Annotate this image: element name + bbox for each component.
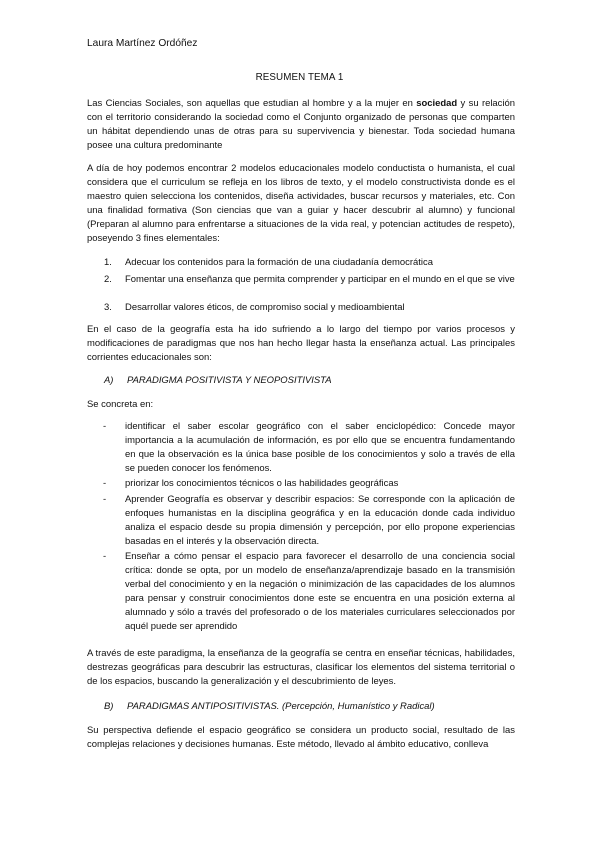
list-number: 3. [104,302,112,313]
dash-bullet: - [103,551,107,562]
dash-item: identificar el saber escolar geográfico con el saber enciclopédico: Concede mayor importancia a la acumulación de información, es por ello que se encuentra fundamentando en que la observación es la única base posible de los conocimientos y solo a través de ella se pueden conocer los fenómenos. [125,421,515,475]
dash-item: priorizar los conocimientos técnicos o las habilidades geográficas [125,478,399,489]
paragraph-intro-text-a: Las Ciencias Sociales, son aquellas que estudian al hombre y a la mujer en [87,98,417,109]
dash-item: Enseñar a cómo pensar el espacio para favorecer el desarrollo de una conciencia social crítica: donde se opta, por un modelo de enseñanza/aprendizaje basado en la transmisión verbal del conocimiento y en la negación o minimización de las capacidades de los alumnos para pensar y construir conocimientos done este se encuentra en una posición externa al alumnado y sólo a través del profesorado o de los materiales curriculares seleccionados por aquél puede ser aprendido [125,551,515,633]
dash-bullet: - [103,478,107,489]
document-title: RESUMEN TEMA 1 [255,72,344,83]
paragraph-intro-bold: sociedad [416,98,458,109]
paragraph-perspective: Su perspectiva defiende el espacio geográfico se considera un producto social, resultado de las complejas relaciones y decisiones humanas. Este método, llevado al ámbito educativo, conlleva [87,725,515,751]
list-item: Adecuar los contenidos para la formación de una ciudadanía democrática [125,257,433,268]
section-a-letter: A) [104,375,114,386]
dash-bullet: - [103,494,107,505]
section-b-letter: B) [104,701,114,712]
author-header: Laura Martínez Ordóñez [87,38,198,49]
section-b-label: PARADIGMAS ANTIPOSITIVISTAS. (Percepción, Humanístico y Radical) [127,701,435,712]
dash-item: Aprender Geografía es observar y describir espacios: Se corresponde con la aplicación de enfoques humanistas en la disciplina geográfica y en la educación donde cada individuo analiza el espacio desde su propia dimensión y percepción, por ello propone experiencias basadas en el interés y la observación directa. [125,494,515,548]
paragraph-intro [87,97,515,153]
list-item: Fomentar una enseñanza que permita comprender y participar en el mundo en el que se vive [125,274,515,285]
paragraph-paradigm: A través de este paradigma, la enseñanza de la geografía se centra en enseñar técnicas, habilidades, destrezas geográficas para descubrir las estructuras, clasificar los elementos del sistema territorial o de los espacios, buscando la generalización y el descubrimiento de leyes. [87,648,515,688]
list-number: 1. [104,257,112,268]
dash-bullet: - [103,421,107,432]
section-a-label: PARADIGMA POSITIVISTA Y NEOPOSITIVISTA [127,375,332,386]
paragraph-models: A día de hoy podemos encontrar 2 modelos educacionales modelo conductista o humanista, el cual considera que el curriculum se refleja en los libros de texto, y el modelo constructivista donde es el maestro quien selecciona los contenidos, diseña actividades, buscar recursos y materiales, etc. Con una finalidad formativa (Son ciencias que van a guiar y hacer descubrir al alumno) y funcional (Preparan al alumno para enfrentarse a situaciones de la vida real, y potencian actitudes de respeto), poseyendo 3 fines elementales: [87,163,515,245]
paragraph-geography: En el caso de la geografía esta ha ido sufriendo a lo largo del tiempo por varios procesos y modificaciones de paradigmas que nos han hecho llegar hasta la enseñanza actual. Las principales corrientes educacionales son: [87,324,515,364]
paragraph-intro-text-b: y su relación con el territorio considerando la sociedad como el Conjunto organizado de personas que comparten un hábitat dependiendo unas de otras para su supervivencia y bienestar. Toda sociedad humana posee una cultura predominante [87,98,515,152]
list-item: Desarrollar valores éticos, de compromiso social y medioambiental [125,302,405,313]
concreta-label: Se concreta en: [87,399,154,410]
list-number: 2. [104,274,112,285]
